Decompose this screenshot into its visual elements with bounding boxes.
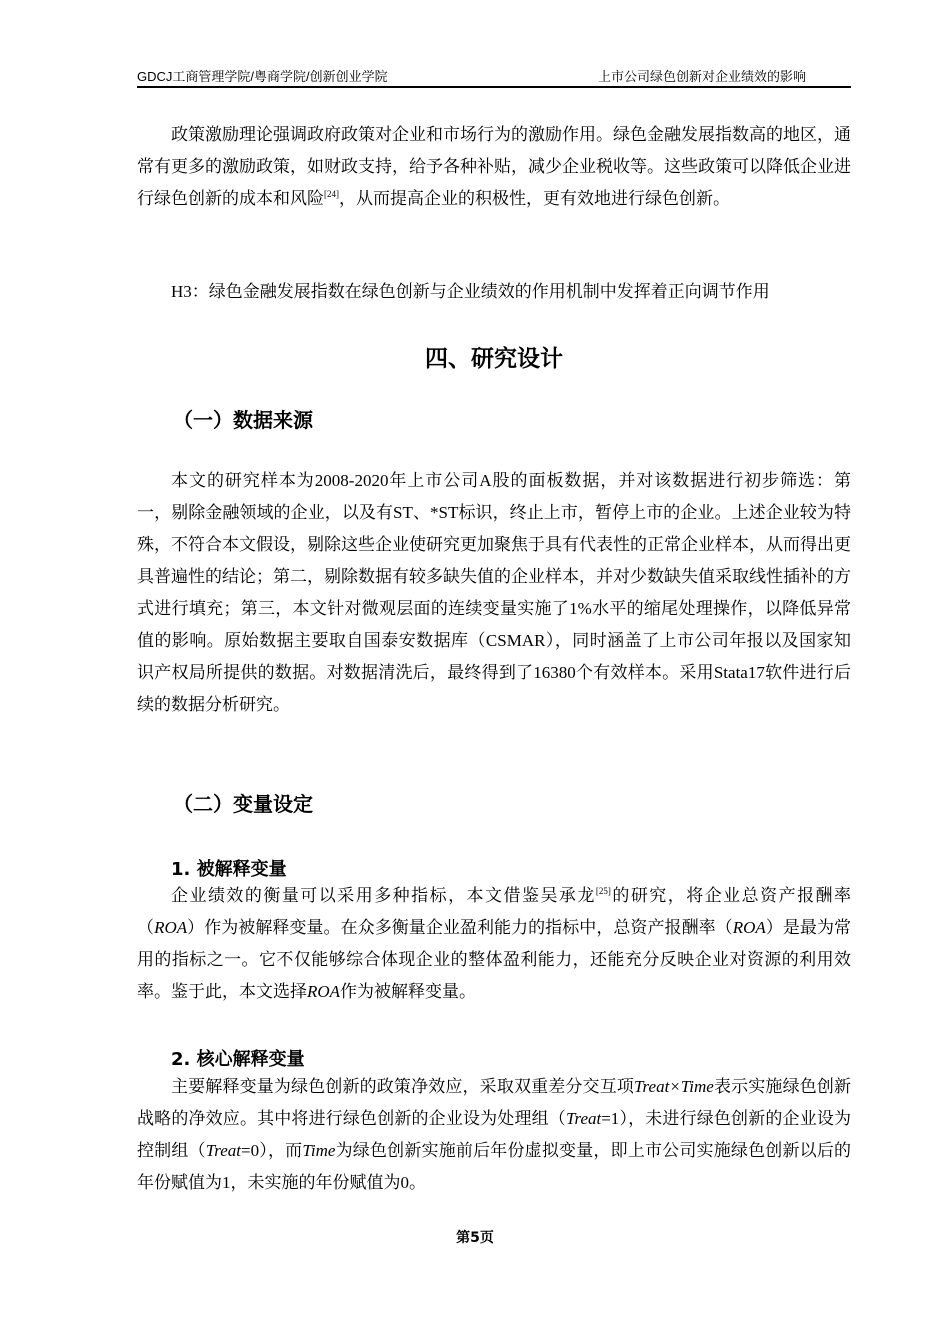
roa-term: ROA — [732, 918, 766, 937]
heading-dependent-variable: 1. 被解释变量 — [171, 859, 287, 880]
p4-text-1: 主要解释变量为绿色创新的政策净效应，采取双重差分交互项 — [171, 1077, 635, 1096]
treat-term: Treat — [565, 1109, 602, 1128]
page-header — [137, 66, 851, 86]
paragraph-data-source: 本文的研究样本为2008-2020年上市公司A股的面板数据，并对该数据进行初步筛选：第一，剔除金融领域的企业，以及有ST、*ST标识，终止上市，暂停上市的企业。上述企业较为特殊，不符合本文假设，剔除这些企业使研究更加聚焦于具有代表性的正常企业样本，从而得出更具普遍性的结论；第二，剔除数据有较多缺失值的企业样本，并对少数缺失值采取线性插补的方式进行填充；第三，本文针对微观层面的连续变量实施了1%水平的缩尾处理操作，以降低异常值的影响。原始数据主要取自国泰安数据库（CSMAR），同时涵盖了上市公司年报以及国家知识产权局所提供的数据。对数据清洗后，最终得到了16380个有效样本。采用Stata17软件进行后续的数据分析研究。 — [137, 471, 851, 714]
header-divider — [137, 86, 851, 88]
header-paper-title: 上市公司绿色创新对企业绩效的影响 — [597, 69, 806, 84]
p3-text-5: 作为被解释变量。 — [340, 982, 477, 1001]
p3-text-2: 的研究，将企业总资产报酬率（ — [137, 886, 852, 937]
p4-text-5: 为绿色创新实施前后年份虚拟变量，即上市公司实施绿色创新以后的年份赋值为1，未实施的年份赋值为0。 — [137, 1141, 852, 1192]
time-term: Time — [302, 1141, 336, 1160]
citation-25: [25] — [595, 886, 611, 896]
p4-text-4: =0），而 — [241, 1141, 303, 1160]
treat-time-term: Treat×Time — [634, 1077, 714, 1096]
p1-text-a: 政策激励理论强调政府政策对企业和市场行为的激励作用。绿色金融发展指数高的地区，通常有更多的激励政策，如财政支持，给予各种补贴，减少企业税收等。这些政策可以降低企业进行绿色创新的成本和风险 — [137, 125, 851, 208]
citation-24: [24] — [324, 189, 339, 199]
p3-text-1: 企业绩效的衡量可以采用多种指标，本文借鉴吴承龙 — [171, 886, 596, 905]
heading-core-explanatory-variable: 2. 核心解释变量 — [171, 1049, 305, 1070]
section-title: 四、研究设计 — [425, 346, 563, 372]
header-institution: GDCJ工商管理学院/粤商学院/创新创业学院 — [137, 69, 388, 84]
p1-text-b: ，从而提高企业的积极性，更有效地进行绿色创新。 — [339, 189, 730, 208]
roa-term: ROA — [307, 982, 341, 1001]
treat-term: Treat — [205, 1141, 242, 1160]
p3-text-3: ）作为被解释变量。在众多衡量企业盈利能力的指标中，总资产报酬率（ — [187, 918, 733, 937]
page-number: 第5页 — [456, 1230, 494, 1246]
p4-text-3: =1），未进行绿色创新的企业设为控制组（ — [137, 1109, 852, 1160]
paragraph-core-explanatory-variable — [137, 1071, 851, 1199]
roa-term: ROA — [154, 918, 188, 937]
p4-text-2: 表示实施绿色创新战略的净效应。其中将进行绿色创新的企业设为处理组（ — [137, 1077, 852, 1128]
p3-text-4: ）是最为常用的指标之一。它不仅能够综合体现企业的整体盈利能力，还能充分反映企业对资源的利用效率。鉴于此，本文选择 — [137, 918, 852, 1001]
paragraph-policy-incentive — [137, 119, 851, 215]
paragraph-dependent-variable — [137, 880, 851, 1008]
subsection-variables: （二）变量设定 — [173, 792, 313, 816]
hypothesis-h3: H3：绿色金融发展指数在绿色创新与企业绩效的作用机制中发挥着正向调节作用 — [171, 282, 770, 301]
subsection-data-source: （一）数据来源 — [173, 408, 313, 432]
